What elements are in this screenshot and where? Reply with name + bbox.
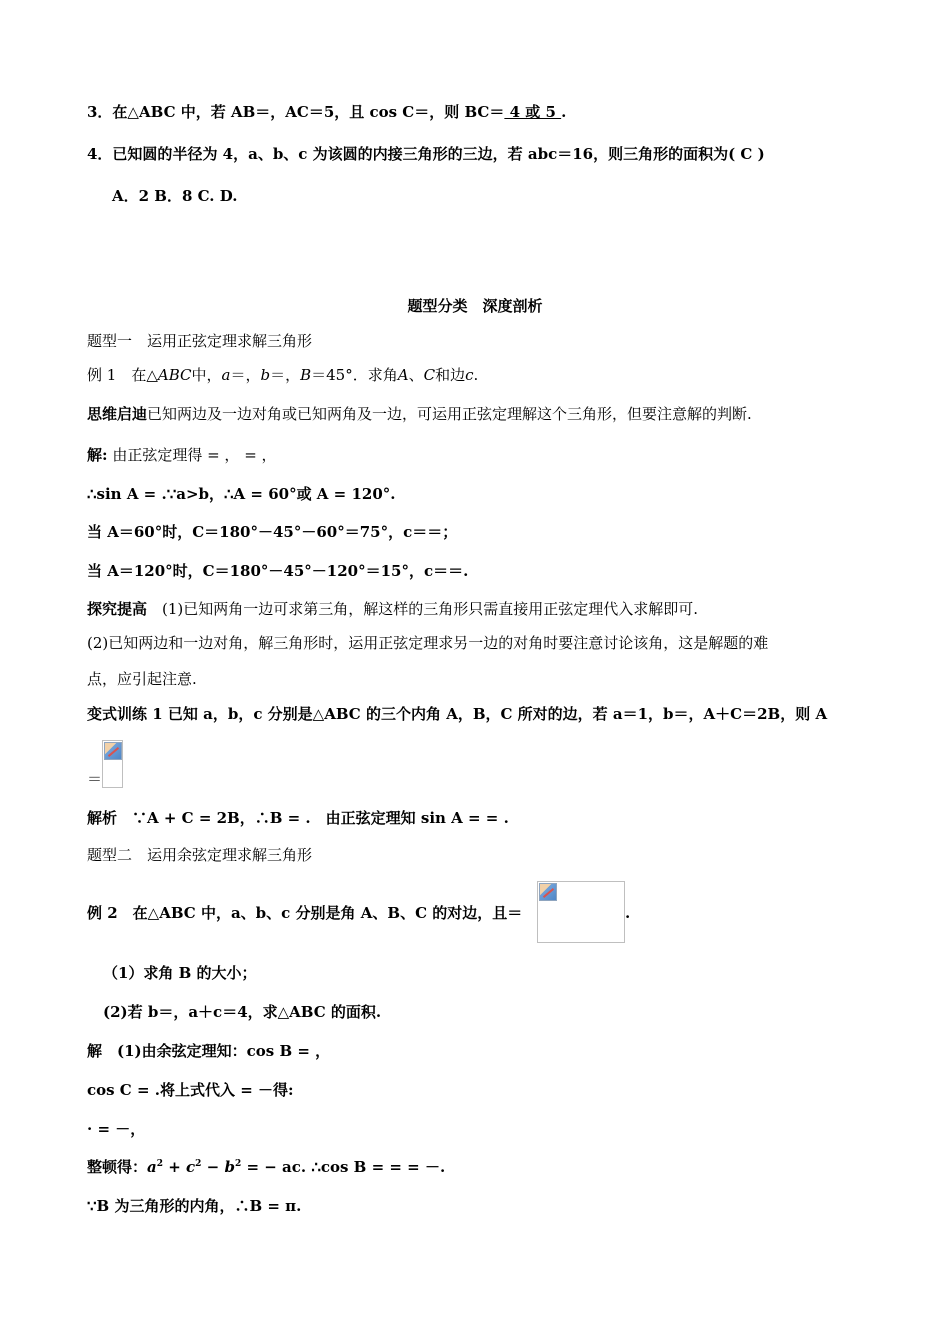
case-60: 当 A＝60°时，C＝180°－45°－60°＝75°，c＝＝； (87, 523, 458, 541)
example-2 (87, 903, 522, 923)
type-1-heading: 题型一 运用正弦定理求解三角形 (87, 332, 313, 350)
example-2-text: 在△ABC 中，a、b、c 分别是角 A、B、C 的对边，且＝ (117, 904, 523, 922)
solution-1 (87, 445, 277, 465)
explore-label: 探究提高 (87, 600, 148, 618)
hint-text: 已知两边及一边对角或已知两角及一边，可运用正弦定理解这个三角形，但要注意解的判断. (147, 405, 752, 423)
var-A: A (397, 366, 409, 384)
example-1-text-e: ＝45°．求角 (311, 366, 398, 384)
solution-2-line-5: ∵B 为三角形的内角，∴B = π. (87, 1197, 302, 1215)
example-1-text-a: 在△ (116, 366, 158, 384)
case-120: 当 A＝120°时，C＝180°－45°－120°＝15°，c＝＝. (87, 562, 469, 580)
eq-plus: + (163, 1158, 187, 1176)
example-1-text-c: ＝， (230, 366, 261, 384)
question-4-options: A．2 B．8 C. D. (112, 187, 238, 205)
example-1-text-g: 和边 (435, 366, 466, 384)
solution-2-text-1: (1)由余弦定理知：cos B = ， (102, 1042, 331, 1060)
solution-2-text-4: 整顿得： (87, 1158, 148, 1176)
solution-2-line-2: cos C = .将上式代入 = －得: (87, 1081, 294, 1099)
variant-label: 变式训练 1 (87, 705, 163, 723)
example-1-text-b: 中， (191, 366, 222, 384)
eq-square: 2 (156, 1159, 164, 1169)
eq-c: c (186, 1158, 196, 1176)
example-1-text-h: . (473, 366, 479, 384)
hint-label: 思维启迪 (87, 405, 148, 423)
example-2-part-1: （1）求角 B 的大小； (103, 964, 257, 982)
broken-image-icon (102, 740, 123, 788)
explore-line-2: (2)已知两边和一边对角，解三角形时，运用正弦定理求另一边的对角时要注意讨论该角，这是解题的难 (87, 634, 769, 652)
variant-text: 已知 a，b，c 分别是△ABC 的三个内角 A，B，C 所对的边，若 a＝1，b＝，A＋C＝2B，则 A (162, 705, 828, 723)
variant-answer-line (87, 740, 123, 788)
solution-1-label: 解: (87, 446, 108, 464)
example-1 (87, 365, 478, 385)
variant-1 (87, 704, 827, 724)
var-a: a (221, 366, 231, 384)
eq-minus: − (201, 1158, 225, 1176)
eq-rest: = − ac. ∴cos B = = = －. (241, 1158, 446, 1176)
example-1-text-d: ＝， (270, 366, 301, 384)
hint-line (87, 404, 752, 424)
eq-a: a (147, 1158, 157, 1176)
eq-square: 2 (195, 1159, 202, 1169)
analysis-text: ∵A + C = 2B，∴B = . 由正弦定理知 sin A = = . (117, 809, 509, 827)
example-2-part-2: (2)若 b＝，a＋c＝4，求△ABC 的面积. (103, 1003, 382, 1021)
section-title: 题型分类 深度剖析 (407, 297, 543, 315)
solution-2-line-1 (87, 1041, 330, 1061)
question-4: 4．已知圆的半径为 4，a、b、c 为该圆的内接三角形的三边，若 abc＝16，则三角形的面积为( C ) (87, 145, 765, 163)
eq-square: 2 (234, 1159, 242, 1169)
var-c: c (465, 366, 474, 384)
solution-2-label: 解 (87, 1042, 103, 1060)
solution-2-line-3: · = －， (87, 1120, 146, 1138)
explore-text-1: (1)已知两角一边可求第三角，解这样的三角形只需直接用正弦定理代入求解即可. (147, 600, 699, 618)
solution-sin-line: ∴sin A = .∵a>b，∴A = 60°或 A = 120°. (87, 485, 396, 503)
explore-line-1 (87, 599, 698, 619)
example-2-tail: . (625, 904, 631, 922)
var-B: B (300, 366, 312, 384)
eq-b: b (224, 1158, 235, 1176)
variant-equals: ＝ (87, 770, 103, 788)
example-2-label: 例 2 (87, 904, 118, 922)
question-3-tail: . (561, 103, 567, 121)
type-2-heading: 题型二 运用余弦定理求解三角形 (87, 846, 313, 864)
solution-1-text: 由正弦定理得 = ， = ， (107, 446, 277, 464)
question-3-text: 3．在△ABC 中，若 AB＝，AC＝5，且 cos C＝，则 BC＝ (87, 103, 505, 121)
analysis-label: 解析 (87, 809, 118, 827)
question-3-answer: 4 或 5 (504, 103, 562, 121)
analysis-1 (87, 808, 509, 828)
example-1-label: 例 1 (87, 366, 117, 384)
var-b: b (260, 366, 271, 384)
explore-line-3: 点，应引起注意. (87, 670, 197, 688)
solution-2-line-4 (87, 1157, 445, 1177)
question-3 (87, 102, 566, 122)
example-1-text-f: 、 (408, 366, 424, 384)
var-C: C (423, 366, 436, 384)
example-1-abc: ABC (157, 366, 192, 384)
broken-image-icon (537, 881, 625, 943)
